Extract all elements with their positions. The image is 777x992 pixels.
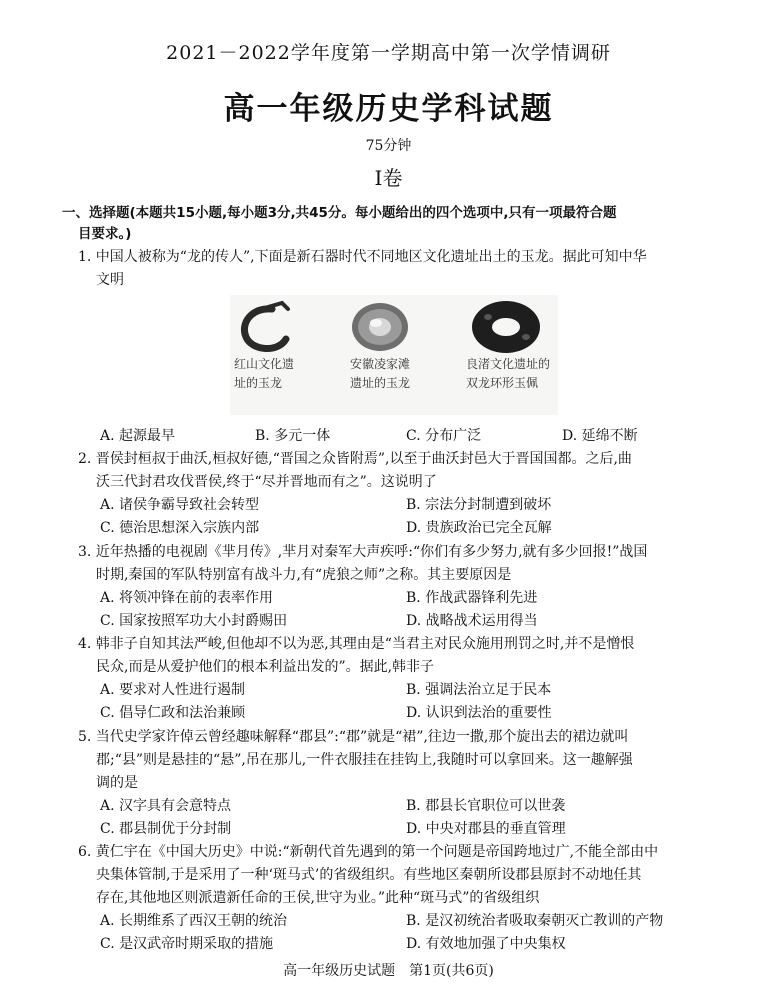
q5-option-b: B. 郡县长官职位可以世袭 (406, 798, 566, 814)
q6-stem-line3: 存在,其他地区则派遣新任命的王侯,世守为业。”此种“斑马式”的省级组织 (96, 890, 540, 906)
q3-option-c: C. 国家按照军功大小封爵赐田 (100, 613, 288, 629)
q6-option-d: D. 有效地加强了中央集权 (406, 936, 566, 952)
caption-lingjiatan: 安徽凌家滩 遗址的玉龙 (350, 357, 411, 390)
q6-option-c: C. 是汉武帝时期采取的措施 (100, 936, 274, 952)
jade-dragon-figure (230, 295, 558, 415)
q5-option-c: C. 郡县制优于分封制 (100, 821, 232, 837)
q6-option-b: B. 是汉初统治者吸取秦朝灭亡教训的产物 (406, 913, 664, 929)
q2-stem-line2: 沃三代封君攻伐晋侯,终于“尽并晋地而有之”。这说明了 (96, 474, 437, 490)
q3-option-b: B. 作战武器锋利先进 (406, 590, 538, 606)
caption-liangzhu: 良渚文化遗址的 双龙环形玉佩 (466, 357, 551, 390)
q1-stem-line1: 1. 中国人被称为“龙的传人”,下面是新石器时代不同地区文化遗址出土的玉龙。据此可知中华 (78, 249, 647, 265)
q5-stem-line2: 郡;“县”则是悬挂的“悬”,吊在那儿,一件衣服挂在挂钩上,我随时可以拿回来。这一趣解强 (96, 752, 633, 768)
q4-stem-line1: 4. 韩非子自知其法严峻,但他却不以为恶,其理由是“当君主对民众施用刑罚之时,并不是憎恨 (78, 636, 635, 652)
q5-stem-line1: 5. 当代史学家许倬云曾经趣味解释“郡县”:“郡”就是“裙”,往边一撒,那个旋出去的裙边就叫 (78, 729, 629, 745)
exam-session-title: 2021－2022学年度第一学期高中第一次学情调研 (166, 42, 611, 64)
exam-main-title: 高一年级历史学科试题 (223, 91, 554, 127)
q5-option-d: D. 中央对郡县的垂直管理 (406, 821, 566, 837)
q2-option-d: D. 贵族政治已完全瓦解 (406, 520, 552, 536)
exam-duration: 75分钟 (365, 138, 412, 154)
q4-option-d: D. 认识到法治的重要性 (406, 705, 552, 721)
section-heading-line1: 一、选择题(本题共15小题,每小题3分,共45分。每小题给出的四个选项中,只有一项最符合题 (62, 205, 617, 221)
page-footer: 高一年级历史试题 第1页(共6页) (283, 963, 494, 979)
hongshan-jade-dragon-image (244, 303, 288, 349)
caption-hongshan: 红山文化遗 址的玉龙 (234, 357, 295, 390)
q4-option-c: C. 倡导仁政和法治兼顾 (100, 705, 246, 721)
q1-option-c: C. 分布广泛 (406, 428, 482, 444)
q1-option-a: A. 起源最早 (100, 428, 176, 444)
q2-option-c: C. 德治思想深入宗族内部 (100, 520, 260, 536)
q1-stem-line2: 文明 (96, 272, 124, 288)
q1-option-b: B. 多元一体 (255, 428, 331, 444)
q5-option-a: A. 汉字具有会意特点 (100, 798, 232, 814)
liangzhu-jade-ring-image (472, 301, 540, 353)
q2-option-a: A. 诸侯争霸导致社会转型 (100, 497, 260, 513)
q5-stem-line3: 调的是 (96, 775, 138, 791)
q2-stem-line1: 2. 晋侯封桓叔于曲沃,桓叔好德,“晋国之众皆附焉”,以至于曲沃封邑大于晋国国都。之后,曲 (78, 451, 632, 467)
q4-option-a: A. 要求对人性进行遏制 (100, 682, 246, 698)
section-heading-line2: 目要求。) (78, 226, 132, 242)
q2-option-b: B. 宗法分封制遭到破坏 (406, 497, 552, 513)
q6-stem-line2: 央集体管制,于是采用了一种‘斑马式’的省级组织。有些地区秦朝所设郡县原封不动地任其 (96, 867, 642, 883)
q6-stem-line1: 6. 黄仁宇在《中国大历史》中说:“新朝代首先遇到的第一个问题是帝国跨地过广,不能全部由中 (78, 844, 659, 860)
q4-option-b: B. 强调法治立足于民本 (406, 682, 552, 698)
q3-option-a: A. 将领冲锋在前的表率作用 (100, 590, 274, 606)
q3-stem-line2: 时期,秦国的军队特别富有战斗力,有“虎狼之师”之称。其主要原因是 (96, 567, 512, 583)
q3-stem-line1: 3. 近年热播的电视剧《芈月传》,芈月对秦军大声疾呼:“你们有多少努力,就有多少回报!”战国 (78, 544, 648, 560)
q4-stem-line2: 民众,而是从爱护他们的根本利益出发的”。据此,韩非子 (96, 659, 435, 675)
q3-option-d: D. 战略战术运用得当 (406, 613, 538, 629)
lingjiatan-jade-dragon-image (352, 303, 408, 351)
q1-option-d: D. 延绵不断 (562, 428, 638, 444)
volume-label: Ⅰ卷 (374, 166, 403, 190)
q6-option-a: A. 长期维系了西汉王朝的统治 (100, 913, 288, 929)
